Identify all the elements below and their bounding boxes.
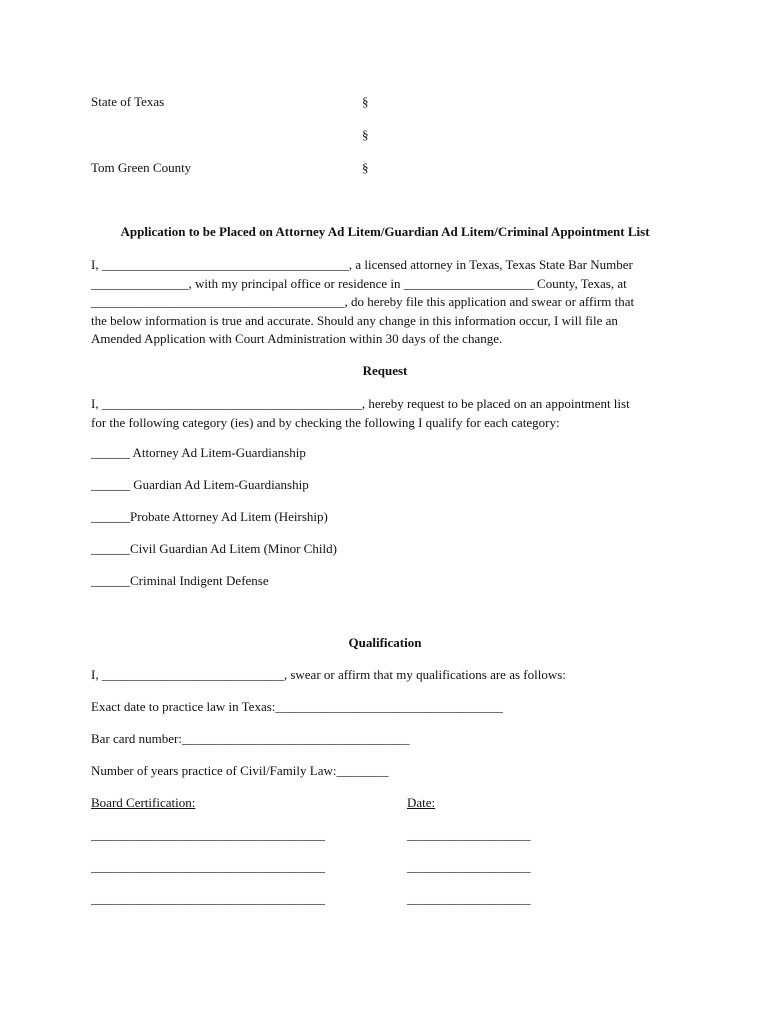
date-blank: ___________________ xyxy=(407,859,531,874)
section-symbol-2: § xyxy=(362,127,369,142)
caption-county: Tom Green County xyxy=(91,160,192,175)
bar-card-field: Bar card number:___________________________________ xyxy=(91,731,410,746)
qualification-heading: Qualification xyxy=(348,635,422,650)
document-title: Application to be Placed on Attorney Ad Litem/Guardian Ad Litem/Criminal Appointment List xyxy=(120,224,650,239)
board-certification-label: Board Certification: xyxy=(91,795,196,810)
date-blank: ___________________ xyxy=(407,891,531,906)
years-practice-field: Number of years practice of Civil/Family Law:________ xyxy=(91,763,389,778)
board-certification-blank: ____________________________________ xyxy=(91,859,325,874)
date-blank: ___________________ xyxy=(407,827,531,842)
request-paragraph xyxy=(91,395,691,432)
category-criminal-defense: ______Criminal Indigent Defense xyxy=(91,573,269,588)
intro-line: the below information is true and accurate. Should any change in this information occur, I will file an xyxy=(91,312,618,328)
request-line: I, ________________________________________, hereby request to be placed on an appointment list xyxy=(91,396,630,411)
date-practice-field: Exact date to practice law in Texas:___________________________________ xyxy=(91,699,503,714)
board-certification-blank: ____________________________________ xyxy=(91,827,325,842)
date-label: Date: xyxy=(407,795,436,810)
qualification-swear-line: I, ____________________________, swear or affirm that my qualifications are as follows: xyxy=(91,667,566,682)
board-certification-blank: ____________________________________ xyxy=(91,891,325,906)
category-guardian-ad-litem: ______ Guardian Ad Litem-Guardianship xyxy=(91,477,309,492)
intro-line: I, ______________________________________, a licensed attorney in Texas, Texas State Bar Number xyxy=(91,257,633,272)
category-civil-guardian: ______Civil Guardian Ad Litem (Minor Child) xyxy=(91,541,337,556)
intro-line: _______________________________________, do hereby file this application and swear or affirm that xyxy=(91,294,635,310)
intro-line: _______________, with my principal office or residence in ____________________ County, Texas, at xyxy=(91,275,627,291)
category-attorney-ad-litem: ______ Attorney Ad Litem-Guardianship xyxy=(91,445,306,460)
request-heading: Request xyxy=(362,363,408,378)
intro-paragraph xyxy=(91,256,691,349)
section-symbol-1: § xyxy=(362,94,369,109)
intro-line: Amended Application with Court Administration within 30 days of the change. xyxy=(91,331,503,347)
section-symbol-3: § xyxy=(362,160,369,175)
request-line: for the following category (ies) and by checking the following I qualify for each category: xyxy=(91,414,560,430)
category-probate-attorney: ______Probate Attorney Ad Litem (Heirship) xyxy=(91,509,328,524)
caption-state: State of Texas xyxy=(91,94,165,109)
